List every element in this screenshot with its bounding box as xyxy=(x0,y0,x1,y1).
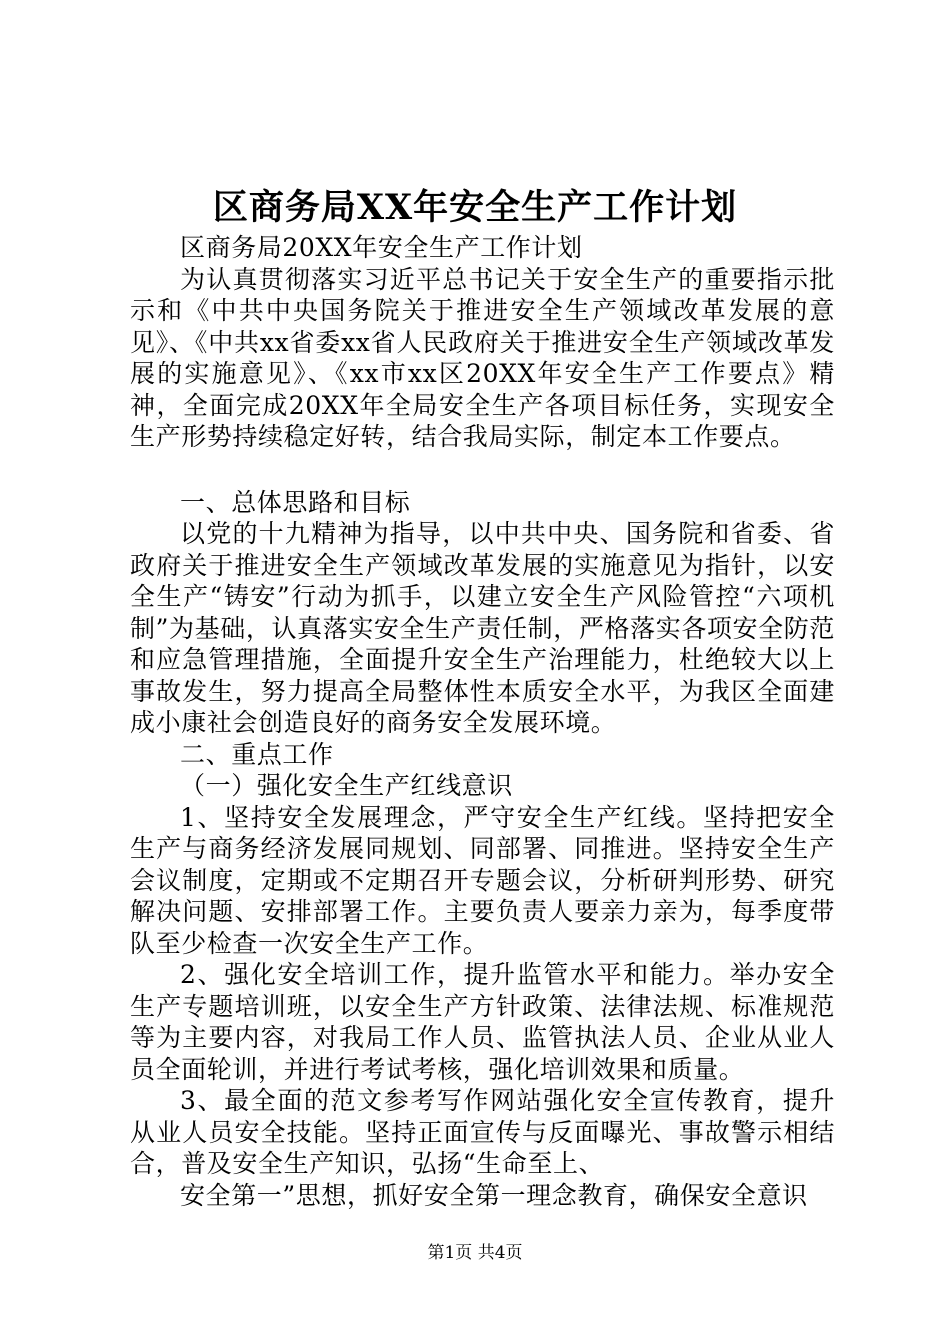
item-3-paragraph: 3、最全面的范文参考写作网站强化安全宣传教育，提升从业人员安全技能。坚持正面宣传与反面曝光、事故警示相结合，普及安全生产知识，弘扬“生命至上、 xyxy=(130,1086,835,1178)
intro-paragraph: 为认真贯彻落实习近平总书记关于安全生产的重要指示批示和《中共中央国务院关于推进安全生产领域改革发展的意见》、《中共xx省委xx省人民政府关于推进安全生产领域改革发展的实施意见》、《xx市xx区20XX年安全生产工作要点》精神，全面完成20XX年全局安全生产各项目标任务，实现安全生产形势持续稳定好转，结合我局实际，制定本工作要点。 xyxy=(130,264,835,451)
document-body xyxy=(130,232,835,1211)
subtitle-paragraph: 区商务局20XX年安全生产工作计划 xyxy=(180,233,583,262)
continued-paragraph: 安全第一”思想，抓好安全第一理念教育，确保安全意识 xyxy=(180,1180,808,1210)
overall-paragraph: 以党的十九精神为指导，以中共中央、国务院和省委、省政府关于推进安全生产领域改革发展的实施意见为指针，以安全生产“铸安”行动为抓手，以建立安全生产风险管控“六项机制”为基础，认真落实安全生产责任制，严格落实各项安全防范和应急管理措施，全面提升安全生产治理能力，杜绝较大以上事故发生，努力提高全局整体性本质安全水平，为我区全面建成小康社会创造良好的商务安全发展环境。 xyxy=(130,519,835,737)
section-heading-overall: 一、总体思路和目标 xyxy=(180,487,411,517)
document-title: 区商务局XX年安全生产工作计划 xyxy=(212,187,738,228)
subsection-heading-redline: （一）强化安全生产红线意识 xyxy=(180,771,513,800)
item-2-paragraph: 2、强化安全培训工作，提升监管水平和能力。举办安全生产专题培训班，以安全生产方针政策、法律法规、标准规范等为主要内容，对我局工作人员、监管执法人员、企业从业人员全面轮训，并进行考试考核，强化培训效果和质量。 xyxy=(130,960,835,1084)
section-heading-key-work: 二、重点工作 xyxy=(180,739,334,769)
page-number: 第1页 共4页 xyxy=(427,1243,523,1263)
item-1-paragraph: 1、坚持安全发展理念，严守安全生产红线。坚持把安全生产与商务经济发展同规划、同部署、同推进。坚持安全生产会议制度，定期或不定期召开专题会议，分析研判形势、研究解决问题、安排部署工作。主要负责人要亲力亲为，每季度带队至少检查一次安全生产工作。 xyxy=(130,802,835,958)
